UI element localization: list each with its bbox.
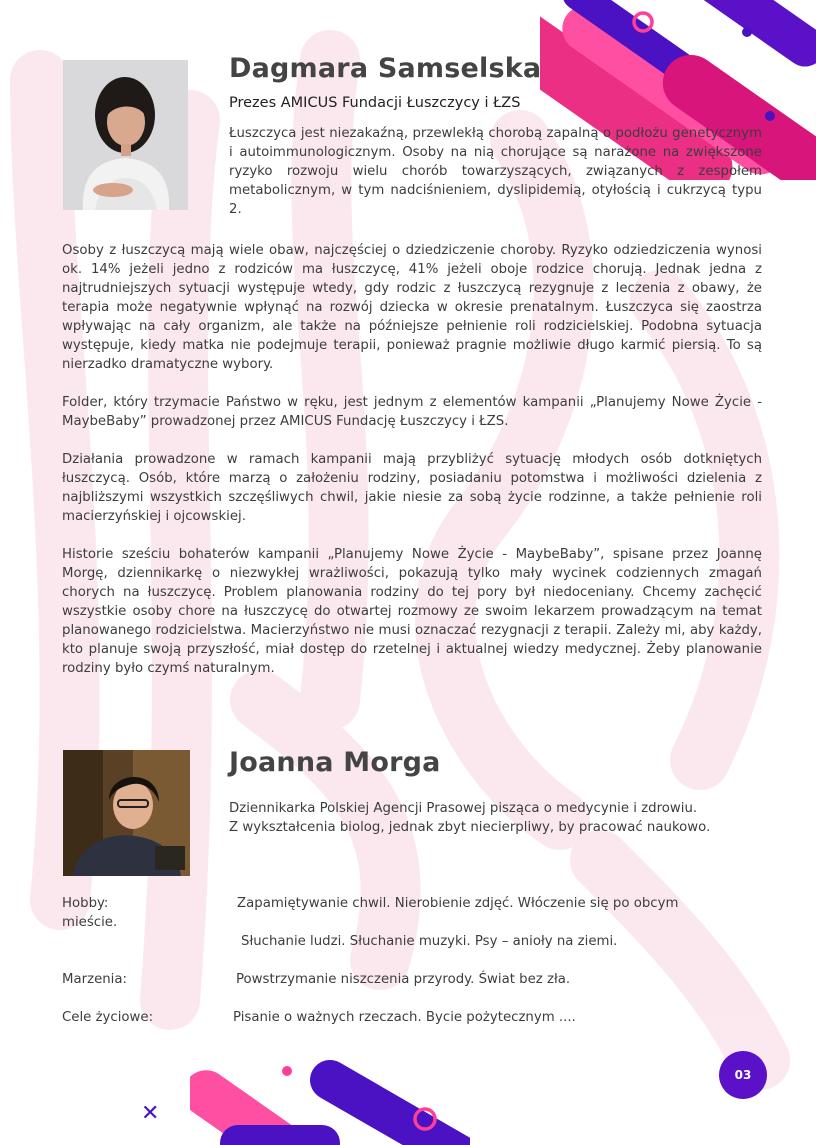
body-paragraph-1: Osoby z łuszczycą mają wiele obaw, najczęściej o dziedziczenie choroby. Ryzyko odziedziczenia wynosi ok. 14% jeżeli jedno z rodziców ma łuszczycę, 41% jeżeli oboje rodzice chorują. Jednak jedna z najtrudniejszych sytuacji występuje wtedy, gdy rodzic z łuszczycą rezygnuje z leczenia z obawy, że terapia może negatywnie wpłynąć na rozwój dziecka w okresie prenatalnym. Łuszczyca się zaostrza wpływając na cały organizm, ale także na późniejsze pełnienie roli rodzicielskiej. Podobna sytuacja występuje, kiedy matka nie podejmuje terapii, ponieważ pragnie możliwie długo karmić piersią. To są nierzadko dramatyczne wybory. bbox=[62, 243, 762, 372]
life-goals-label: Cele życiowe: bbox=[62, 1010, 154, 1025]
body-paragraph-3: Działania prowadzone w ramach kampanii mają przybliżyć sytuację młodych osób dotkniętych łuszczycą. Osób, które marzą o założeniu rodziny, posiadaniu potomstwa i możliwości dzielenia z najbliższymi wszystkich szczęśliwych chwil, jakie niesie za sobą życie rodzinne, a także pełnienie roli macierzyńskiej i ojcowskiej. bbox=[62, 452, 762, 524]
hobby-label: Hobby: bbox=[62, 896, 109, 911]
portrait-dagmara-photo bbox=[63, 60, 188, 210]
hobby-value-wrap: mieście. bbox=[62, 915, 118, 930]
dreams-value: Powstrzymanie niszczenia przyrody. Świat bez zła. bbox=[236, 972, 571, 987]
person-name-joanna: Joanna Morga bbox=[229, 747, 441, 778]
intro-paragraph: Łuszczyca jest niezakaźną, przewlekłą chorobą zapalną o podłożu genetycznym i autoimmunologicznym. Osoby na nią chorujące są narażone na zwiększone ryzyko rozwoju wielu chorób towarzyszących, związanych z zespołem metabolicznym, w tym nadciśnieniem, dyslipidemią, otyłością i cukrzycą typu 2. bbox=[229, 126, 762, 217]
hobby-value: Zapamiętywanie chwil. Nierobienie zdjęć. Włóczenie się po obcym bbox=[237, 896, 679, 911]
page-number-badge: 03 bbox=[719, 1051, 767, 1099]
hobby-value-2: Słuchanie ludzi. Słuchanie muzyki. Psy – anioły na ziemi. bbox=[241, 934, 618, 949]
life-goals-value: Pisanie o ważnych rzeczach. Bycie pożytecznym .... bbox=[233, 1010, 576, 1025]
bio-line-1: Dziennikarka Polskiej Agencji Prasowej pisząca o medycynie i zdrowiu. bbox=[229, 801, 698, 816]
body-paragraph-2: Folder, który trzymacie Państwo w ręku, jest jednym z elementów kampanii „Planujemy Nowe Życie - MaybeBaby” prowadzonej przez AMICUS Fundację Łuszczycy i ŁZS. bbox=[62, 395, 762, 429]
person-role-dagmara: Prezes AMICUS Fundacji Łuszczycy i ŁZS bbox=[229, 95, 521, 111]
dreams-label: Marzenia: bbox=[62, 972, 127, 987]
body-paragraph-4: Historie sześciu bohaterów kampanii „Planujemy Nowe Życie - MaybeBaby”, spisane przez Joannę Morgę, dziennikarkę o niezwykłej wrażliwości, pokazują tylko mały wycinek codziennych zmagań chorych na łuszczycę. Problem planowania rodziny do tej pory był niedoceniany. Chcemy zachęcić wszystkie osoby chore na łuszczycę do otwartej rozmowy ze swoim lekarzem prowadzącym na temat planowanego rodzicielstwa. Macierzyństwo nie musi oznaczać rezygnacji z terapii. Zależy mi, aby każdy, kto planuje swoją przyszłość, miał dostęp do rzetelnej i aktualnej wiedzy medycznej. Żeby planowanie rodziny było czymś naturalnym. bbox=[62, 547, 762, 676]
bio-line-2: Z wykształcenia biolog, jednak zbyt niecierpliwy, by pracować naukowo. bbox=[229, 820, 711, 835]
person-name-dagmara: Dagmara Samselska bbox=[229, 53, 542, 84]
close-x-icon: ✕ bbox=[141, 1101, 160, 1126]
portrait-joanna-photo bbox=[63, 750, 190, 876]
